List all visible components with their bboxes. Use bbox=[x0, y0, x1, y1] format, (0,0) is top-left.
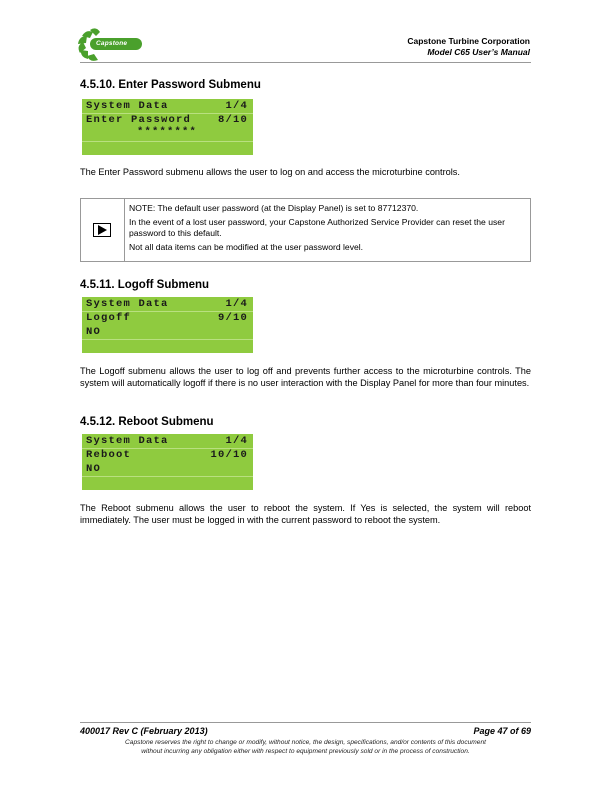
lcd-display-enter-password bbox=[82, 99, 253, 155]
manual-title: Model C65 User’s Manual bbox=[427, 47, 530, 57]
paragraph-reboot: The Reboot submenu allows the user to reboot the system. If Yes is selected, the system will reboot immediately. The user must be logged in with the current password to reboot the system. bbox=[80, 503, 531, 525]
lcd-submenu-label: Enter Password bbox=[86, 114, 192, 126]
note-text bbox=[129, 203, 526, 256]
lcd-submenu-label: Logoff bbox=[86, 312, 132, 324]
play-arrow-icon bbox=[93, 223, 111, 237]
lcd-menu-label: System Data bbox=[86, 298, 169, 310]
footer-disclaimer bbox=[80, 738, 531, 756]
note-line: Not all data items can be modified at the user password level. bbox=[129, 242, 364, 252]
lcd-display-reboot bbox=[82, 434, 253, 490]
section-title-reboot: 4.5.12. Reboot Submenu bbox=[80, 416, 214, 428]
lcd-submenu-index: 9/10 bbox=[217, 312, 248, 324]
lcd-row bbox=[86, 449, 248, 462]
lcd-row bbox=[86, 326, 248, 339]
footer-divider bbox=[80, 722, 531, 723]
document-revision: 400017 Rev C (February 2013) bbox=[80, 726, 208, 736]
lcd-menu-index: 1/4 bbox=[225, 435, 248, 447]
page-header bbox=[407, 36, 530, 58]
lcd-display-logoff bbox=[82, 297, 253, 353]
lcd-divider bbox=[82, 476, 253, 477]
section-title-enter-password: 4.5.10. Enter Password Submenu bbox=[80, 79, 261, 91]
lcd-value: NO bbox=[86, 463, 102, 475]
note-line: NOTE: The default user password (at the Display Panel) is set to 87712370. bbox=[129, 203, 419, 213]
note-line: In the event of a lost user password, your Capstone Authorized Service Provider can reset the user password to this default. bbox=[129, 217, 505, 238]
lcd-submenu-index: 8/10 bbox=[217, 114, 248, 126]
page-number: Page 47 of 69 bbox=[473, 726, 531, 736]
paragraph-logoff: The Logoff submenu allows the user to log off and prevents further access to the microturbine controls. The system will automatically logoff if there is no user interaction with the Display Panel for more than four minutes. bbox=[80, 366, 531, 388]
lcd-row bbox=[86, 463, 248, 476]
lcd-row bbox=[86, 435, 248, 448]
lcd-submenu-index: 10/10 bbox=[210, 449, 248, 461]
lcd-row bbox=[86, 100, 248, 113]
lcd-row bbox=[86, 126, 248, 139]
note-box bbox=[80, 198, 531, 262]
lcd-menu-index: 1/4 bbox=[225, 298, 248, 310]
lcd-menu-label: System Data bbox=[86, 100, 169, 112]
company-name: Capstone Turbine Corporation bbox=[407, 36, 530, 46]
lcd-divider bbox=[82, 141, 253, 142]
lcd-row bbox=[86, 312, 248, 325]
lcd-value: NO bbox=[86, 326, 102, 338]
lcd-menu-index: 1/4 bbox=[225, 100, 248, 112]
disclaimer-line: Capstone reserves the right to change or modify, without notice, the design, specifications, and/or contents of this document bbox=[125, 739, 486, 746]
disclaimer-line: without incurring any obligation either with respect to equipment previously sold or in the process of construction. bbox=[141, 748, 470, 755]
paragraph-enter-password: The Enter Password submenu allows the user to log on and access the microturbine controls. bbox=[80, 167, 460, 177]
lcd-menu-label: System Data bbox=[86, 435, 169, 447]
lcd-value: ******** bbox=[136, 126, 197, 138]
logo-wordmark: Capstone bbox=[96, 40, 128, 47]
section-title-logoff: 4.5.11. Logoff Submenu bbox=[80, 279, 210, 291]
lcd-submenu-label: Reboot bbox=[86, 449, 132, 461]
lcd-row bbox=[86, 298, 248, 311]
note-icon-cell bbox=[81, 199, 125, 261]
header-divider bbox=[80, 62, 531, 63]
lcd-divider bbox=[82, 339, 253, 340]
